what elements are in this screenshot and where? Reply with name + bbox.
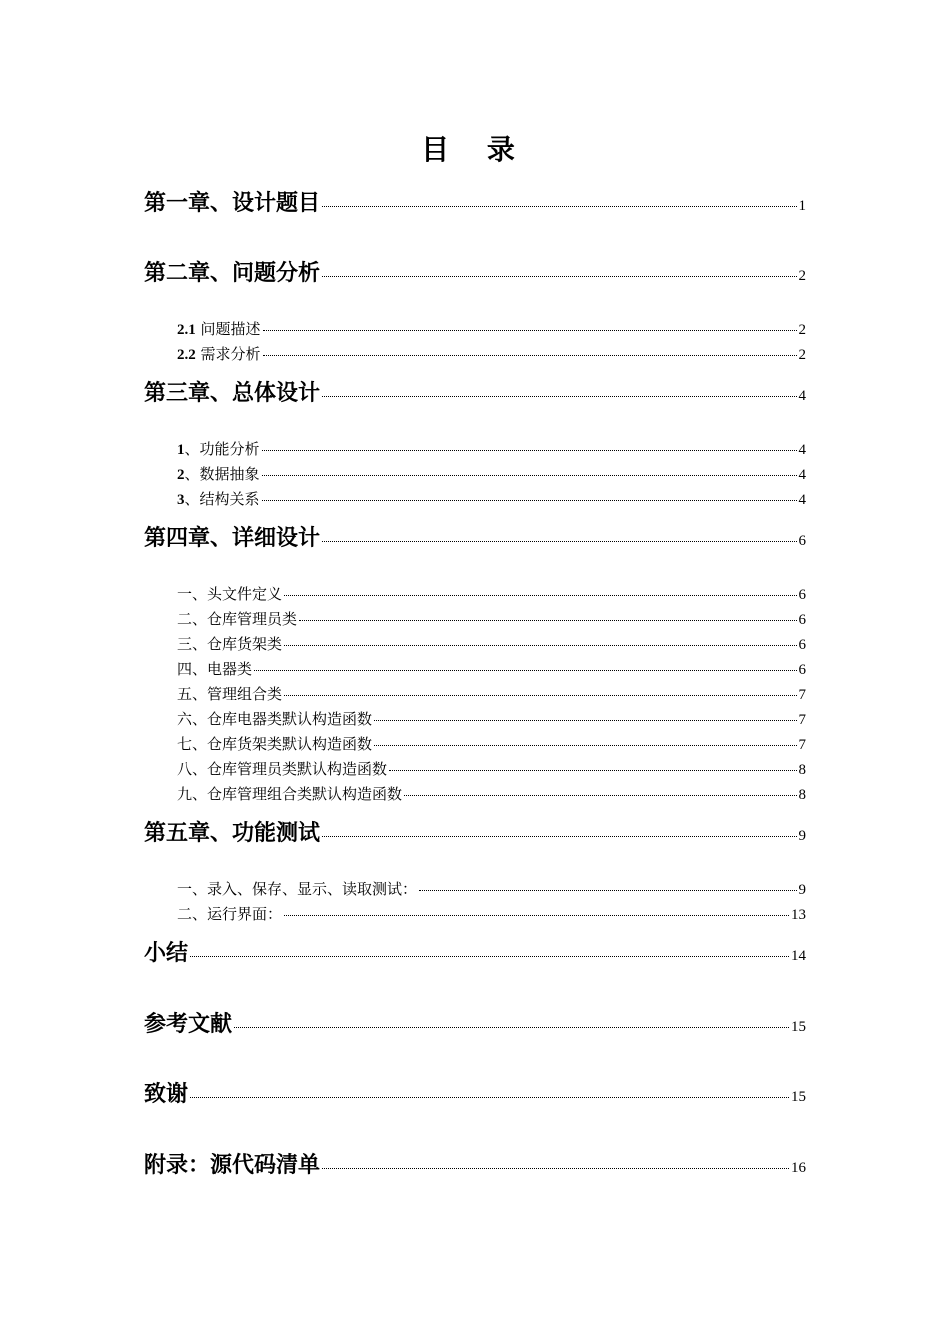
dot-leader [322, 396, 796, 397]
toc-entry-section-4-8[interactable] [177, 758, 806, 779]
toc-entry-section-4-3[interactable] [177, 633, 806, 654]
toc-entry-page: 4 [798, 388, 806, 404]
toc-entry-page: 8 [798, 787, 806, 803]
toc-entry-section-2-2[interactable] [177, 343, 806, 364]
toc-entry-label: 第五章、功能测试 [144, 820, 321, 846]
toc-entry-chapter-4[interactable] [144, 521, 806, 552]
toc-entry-page: 9 [798, 882, 806, 898]
toc-entry-section-4-7[interactable] [177, 733, 806, 754]
toc-entry-page: 2 [798, 322, 806, 338]
toc-entry-page: 16 [791, 1160, 806, 1176]
toc-entry-page: 1 [798, 198, 806, 214]
dot-leader [284, 595, 796, 596]
toc-entry-label: 八、仓库管理员类默认构造函数 [177, 760, 388, 778]
toc-entry-section-4-5[interactable] [177, 683, 806, 704]
dot-leader [404, 795, 796, 796]
dot-leader [263, 355, 797, 356]
toc-entry-label: 六、仓库电器类默认构造函数 [177, 710, 373, 728]
toc-entry-label: 参考文献 [144, 1011, 233, 1037]
toc-entry-label: 三、仓库货架类 [177, 635, 283, 653]
dot-leader [262, 500, 797, 501]
toc-entry-label: 2、数据抽象 [177, 465, 260, 483]
toc-entry-chapter-1[interactable] [144, 186, 806, 217]
toc-entry-section-3-3[interactable] [177, 488, 806, 509]
toc-entry-page: 2 [798, 347, 806, 363]
toc-entry-page: 4 [798, 467, 806, 483]
toc-entry-page: 4 [798, 492, 806, 508]
dot-leader [190, 956, 789, 957]
toc-entry-label: 第四章、详细设计 [144, 525, 321, 551]
toc-entry-section-3-1[interactable] [177, 438, 806, 459]
dot-leader [322, 541, 796, 542]
dot-leader [322, 206, 796, 207]
toc-entry-label: 3、结构关系 [177, 490, 260, 508]
toc-entry-summary[interactable] [144, 936, 806, 967]
dot-leader [284, 915, 789, 916]
toc-entry-label: 第二章、问题分析 [144, 260, 321, 286]
toc-entry-label: 五、管理组合类 [177, 685, 283, 703]
toc-entry-section-5-1[interactable] [177, 878, 806, 899]
toc-entry-section-4-6[interactable] [177, 708, 806, 729]
toc-entry-page: 15 [791, 1089, 806, 1105]
toc-entry-page: 7 [798, 737, 806, 753]
dot-leader [374, 720, 796, 721]
toc-entry-references[interactable] [144, 1007, 806, 1038]
dot-leader [322, 836, 796, 837]
toc-entry-chapter-5[interactable] [144, 816, 806, 847]
dot-leader [374, 745, 796, 746]
toc-entry-label: 一、头文件定义 [177, 585, 283, 603]
dot-leader [284, 695, 796, 696]
toc-entry-page: 4 [798, 442, 806, 458]
toc-entry-page: 7 [798, 687, 806, 703]
toc-entry-chapter-3[interactable] [144, 376, 806, 407]
toc-entry-section-2-1[interactable] [177, 318, 806, 339]
toc-entry-label: 附录：源代码清单 [144, 1152, 321, 1178]
toc-entry-section-4-2[interactable] [177, 608, 806, 629]
toc-entry-label: 1、功能分析 [177, 440, 260, 458]
dot-leader [263, 330, 797, 331]
toc-entry-label: 2.1 问题描述 [177, 320, 261, 338]
toc-entry-page: 14 [791, 948, 806, 964]
toc-entry-page: 7 [798, 712, 806, 728]
toc-entry-page: 8 [798, 762, 806, 778]
toc-entry-section-3-2[interactable] [177, 463, 806, 484]
dot-leader [262, 475, 797, 476]
toc-entry-label: 一、录入、保存、显示、读取测试： [177, 880, 418, 898]
toc-entry-page: 6 [798, 587, 806, 603]
toc-entry-page: 9 [798, 828, 806, 844]
toc-entry-label: 小结 [144, 940, 189, 966]
dot-leader [254, 670, 796, 671]
toc-title: 目 录 [421, 133, 529, 166]
toc-entry-page: 6 [798, 637, 806, 653]
toc-entry-page: 6 [798, 612, 806, 628]
toc-entry-label: 七、仓库货架类默认构造函数 [177, 735, 373, 753]
toc-entry-label: 二、仓库管理员类 [177, 610, 298, 628]
toc-entry-section-5-2[interactable] [177, 903, 806, 924]
dot-leader [299, 620, 796, 621]
toc-entry-page: 13 [791, 907, 806, 923]
toc-entry-page: 15 [791, 1019, 806, 1035]
toc-entry-label: 2.2 需求分析 [177, 345, 261, 363]
dot-leader [190, 1097, 789, 1098]
toc-entry-label: 致谢 [144, 1081, 189, 1107]
dot-leader [322, 1168, 789, 1169]
toc-entry-acknowledgements[interactable] [144, 1077, 806, 1108]
toc-entry-section-4-9[interactable] [177, 783, 806, 804]
toc-entry-page: 6 [798, 533, 806, 549]
toc-entry-page: 2 [798, 268, 806, 284]
toc-entry-label: 四、电器类 [177, 660, 253, 678]
toc-entry-appendix[interactable] [144, 1148, 806, 1179]
dot-leader [284, 645, 796, 646]
dot-leader [419, 890, 796, 891]
toc-entry-label: 第一章、设计题目 [144, 190, 321, 216]
toc-entry-label: 九、仓库管理组合类默认构造函数 [177, 785, 403, 803]
dot-leader [389, 770, 796, 771]
toc-entry-chapter-2[interactable] [144, 256, 806, 287]
dot-leader [322, 276, 796, 277]
toc-entry-label: 二、运行界面： [177, 905, 283, 923]
toc-entry-section-4-1[interactable] [177, 583, 806, 604]
dot-leader [262, 450, 797, 451]
toc-entry-section-4-4[interactable] [177, 658, 806, 679]
toc-entry-label: 第三章、总体设计 [144, 380, 321, 406]
dot-leader [234, 1027, 789, 1028]
toc-entry-page: 6 [798, 662, 806, 678]
